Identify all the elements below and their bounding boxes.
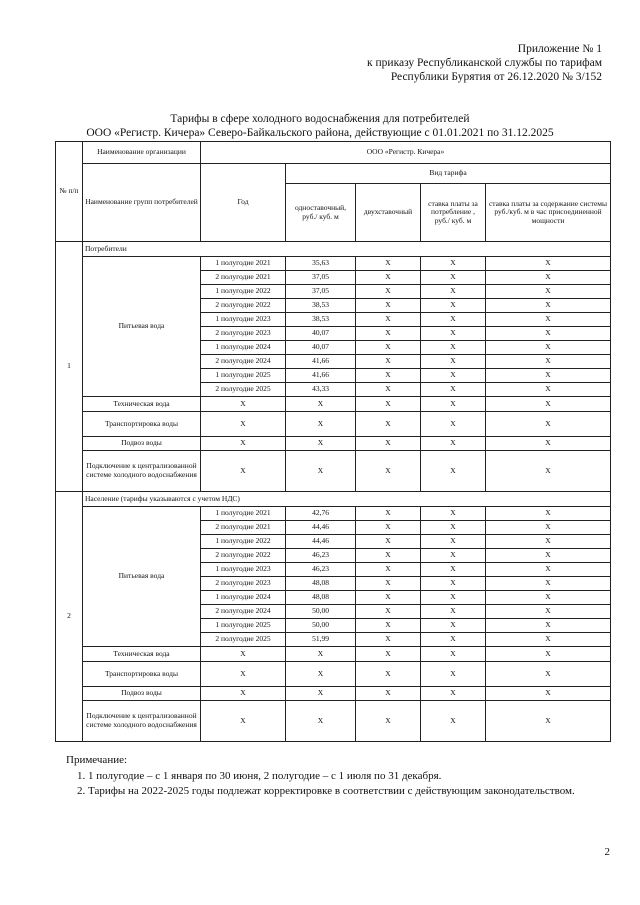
one-part-tariff-cell: X (286, 662, 356, 687)
maintenance-rate-cell: X (486, 412, 611, 437)
two-part-tariff-cell: X (356, 535, 421, 549)
header-year-label: Год (201, 164, 286, 242)
consumption-rate-cell: X (421, 313, 486, 327)
appendix-block (367, 42, 602, 84)
consumption-rate-cell: X (421, 327, 486, 341)
header-col-two-part: двухставочный (356, 184, 421, 242)
maintenance-rate-cell: X (486, 662, 611, 687)
one-part-tariff-cell: X (286, 701, 356, 742)
one-part-tariff-cell: X (286, 687, 356, 701)
appendix-line-2: к приказу Республиканской службы по тарифам (367, 57, 602, 69)
service-label: Подвоз воды (83, 437, 201, 451)
one-part-tariff-cell: X (286, 397, 356, 412)
one-part-tariff-cell: X (286, 647, 356, 662)
one-part-tariff-cell: X (286, 437, 356, 451)
year-cell: X (201, 451, 286, 492)
period-cell: 2 полугодие 2023 (201, 577, 286, 591)
period-cell: 2 полугодие 2022 (201, 549, 286, 563)
service-label: Техническая вода (83, 647, 201, 662)
table-row (56, 687, 611, 701)
consumption-rate-cell: X (421, 271, 486, 285)
two-part-tariff-cell: X (356, 451, 421, 492)
note-item: 2. Тарифы на 2022-2025 годы подлежат корректировке в соответствии с действующим законодательством. (88, 784, 611, 798)
consumption-rate-cell: X (421, 299, 486, 313)
one-part-tariff-cell: 46,23 (286, 549, 356, 563)
consumption-rate-cell: X (421, 563, 486, 577)
two-part-tariff-cell: X (356, 521, 421, 535)
period-cell: 1 полугодие 2021 (201, 257, 286, 271)
two-part-tariff-cell: X (356, 257, 421, 271)
one-part-tariff-cell: X (286, 451, 356, 492)
table-row (56, 451, 611, 492)
maintenance-rate-cell: X (486, 355, 611, 369)
consumption-rate-cell: X (421, 619, 486, 633)
maintenance-rate-cell: X (486, 521, 611, 535)
maintenance-rate-cell: X (486, 451, 611, 492)
period-cell: 1 полугодие 2025 (201, 369, 286, 383)
table-row (56, 662, 611, 687)
period-cell: 2 полугодие 2023 (201, 327, 286, 341)
one-part-tariff-cell: 46,23 (286, 563, 356, 577)
notes-list (66, 769, 611, 798)
two-part-tariff-cell: X (356, 299, 421, 313)
consumption-rate-cell: X (421, 535, 486, 549)
section-title: Население (тарифы указываются с учетом НДС) (83, 492, 611, 507)
one-part-tariff-cell: 51,99 (286, 633, 356, 647)
year-cell: X (201, 687, 286, 701)
two-part-tariff-cell: X (356, 633, 421, 647)
table-row (56, 397, 611, 412)
table-row (56, 701, 611, 742)
two-part-tariff-cell: X (356, 271, 421, 285)
two-part-tariff-cell: X (356, 412, 421, 437)
consumption-rate-cell: X (421, 412, 486, 437)
one-part-tariff-cell: 50,00 (286, 619, 356, 633)
one-part-tariff-cell: 41,66 (286, 355, 356, 369)
section-title-row (56, 242, 611, 257)
maintenance-rate-cell: X (486, 507, 611, 521)
two-part-tariff-cell: X (356, 327, 421, 341)
period-cell: 1 полугодие 2023 (201, 563, 286, 577)
drinking-water-label: Питьевая вода (83, 507, 201, 647)
service-label: Техническая вода (83, 397, 201, 412)
header-num: № п/п (56, 142, 83, 242)
year-cell: X (201, 647, 286, 662)
period-cell: 1 полугодие 2023 (201, 313, 286, 327)
period-cell: 2 полугодие 2024 (201, 605, 286, 619)
header-org-label: Наименование организации (83, 142, 201, 164)
period-cell: 2 полугодие 2024 (201, 355, 286, 369)
notes-heading: Примечание: (66, 754, 128, 766)
consumption-rate-cell: X (421, 687, 486, 701)
page-number: 2 (604, 846, 610, 858)
header-col-maintenance: ставка платы за содержание системы руб./куб. м в час присоединенной мощности (486, 184, 611, 242)
maintenance-rate-cell: X (486, 341, 611, 355)
year-cell: X (201, 437, 286, 451)
year-cell: X (201, 397, 286, 412)
period-cell: 1 полугодие 2024 (201, 591, 286, 605)
two-part-tariff-cell: X (356, 437, 421, 451)
appendix-line-3: Республики Бурятия от 26.12.2020 № 3/152 (390, 71, 602, 83)
maintenance-rate-cell: X (486, 397, 611, 412)
header-col-one-part: одноставочный, руб./ куб. м (286, 184, 356, 242)
period-cell: 2 полугодие 2021 (201, 521, 286, 535)
one-part-tariff-cell: 37,05 (286, 285, 356, 299)
consumption-rate-cell: X (421, 507, 486, 521)
two-part-tariff-cell: X (356, 647, 421, 662)
maintenance-rate-cell: X (486, 257, 611, 271)
table-row (56, 647, 611, 662)
maintenance-rate-cell: X (486, 285, 611, 299)
one-part-tariff-cell: 44,46 (286, 535, 356, 549)
consumption-rate-cell: X (421, 451, 486, 492)
two-part-tariff-cell: X (356, 591, 421, 605)
maintenance-rate-cell: X (486, 299, 611, 313)
consumption-rate-cell: X (421, 341, 486, 355)
maintenance-rate-cell: X (486, 549, 611, 563)
one-part-tariff-cell: 48,08 (286, 577, 356, 591)
consumption-rate-cell: X (421, 549, 486, 563)
service-label: Подключение к централизованной системе холодного водоснабжения (83, 451, 201, 492)
service-label: Транспортировка воды (83, 662, 201, 687)
two-part-tariff-cell: X (356, 605, 421, 619)
section-title-row (56, 492, 611, 507)
period-cell: 1 полугодие 2025 (201, 619, 286, 633)
one-part-tariff-cell: 44,46 (286, 521, 356, 535)
maintenance-rate-cell: X (486, 647, 611, 662)
maintenance-rate-cell: X (486, 701, 611, 742)
maintenance-rate-cell: X (486, 327, 611, 341)
maintenance-rate-cell: X (486, 591, 611, 605)
year-cell: X (201, 701, 286, 742)
consumption-rate-cell: X (421, 257, 486, 271)
maintenance-rate-cell: X (486, 605, 611, 619)
two-part-tariff-cell: X (356, 662, 421, 687)
maintenance-rate-cell: X (486, 687, 611, 701)
one-part-tariff-cell: 38,53 (286, 299, 356, 313)
note-item: 1. 1 полугодие – с 1 января по 30 июня, 2 полугодие – с 1 июля по 31 декабря. (88, 769, 611, 783)
period-cell: 1 полугодие 2024 (201, 341, 286, 355)
section-title: Потребители (83, 242, 611, 257)
one-part-tariff-cell: 41,66 (286, 369, 356, 383)
title-line-2: ООО «Регистр. Кичера» Северо-Байкальского района, действующие с 01.01.2021 по 31.12.2025 (86, 127, 554, 139)
consumption-rate-cell: X (421, 355, 486, 369)
notes-block (66, 753, 611, 799)
table-row (56, 257, 611, 271)
two-part-tariff-cell: X (356, 563, 421, 577)
maintenance-rate-cell: X (486, 313, 611, 327)
two-part-tariff-cell: X (356, 313, 421, 327)
period-cell: 1 полугодие 2022 (201, 285, 286, 299)
maintenance-rate-cell: X (486, 437, 611, 451)
period-cell: 1 полугодие 2021 (201, 507, 286, 521)
consumption-rate-cell: X (421, 633, 486, 647)
maintenance-rate-cell: X (486, 535, 611, 549)
consumption-rate-cell: X (421, 605, 486, 619)
consumption-rate-cell: X (421, 369, 486, 383)
one-part-tariff-cell: 42,76 (286, 507, 356, 521)
two-part-tariff-cell: X (356, 619, 421, 633)
consumption-rate-cell: X (421, 577, 486, 591)
year-cell: X (201, 412, 286, 437)
consumption-rate-cell: X (421, 662, 486, 687)
one-part-tariff-cell: 48,08 (286, 591, 356, 605)
tariff-table (55, 141, 611, 742)
one-part-tariff-cell: 40,07 (286, 327, 356, 341)
consumption-rate-cell: X (421, 285, 486, 299)
maintenance-rate-cell: X (486, 383, 611, 397)
document-title (0, 112, 640, 140)
table-row (56, 412, 611, 437)
maintenance-rate-cell: X (486, 563, 611, 577)
header-org-name: ООО «Регистр. Кичера» (201, 142, 611, 164)
section-number: 2 (56, 492, 83, 742)
two-part-tariff-cell: X (356, 383, 421, 397)
table-row (56, 437, 611, 451)
period-cell: 2 полугодие 2025 (201, 633, 286, 647)
two-part-tariff-cell: X (356, 397, 421, 412)
service-label: Подвоз воды (83, 687, 201, 701)
two-part-tariff-cell: X (356, 355, 421, 369)
one-part-tariff-cell: 37,05 (286, 271, 356, 285)
period-cell: 1 полугодие 2022 (201, 535, 286, 549)
header-group-label: Наименование групп потребителей (83, 164, 201, 242)
consumption-rate-cell: X (421, 383, 486, 397)
maintenance-rate-cell: X (486, 271, 611, 285)
two-part-tariff-cell: X (356, 285, 421, 299)
maintenance-rate-cell: X (486, 369, 611, 383)
period-cell: 2 полугодие 2022 (201, 299, 286, 313)
service-label: Транспортировка воды (83, 412, 201, 437)
one-part-tariff-cell: 35,63 (286, 257, 356, 271)
maintenance-rate-cell: X (486, 577, 611, 591)
two-part-tariff-cell: X (356, 577, 421, 591)
consumption-rate-cell: X (421, 647, 486, 662)
maintenance-rate-cell: X (486, 633, 611, 647)
two-part-tariff-cell: X (356, 687, 421, 701)
consumption-rate-cell: X (421, 591, 486, 605)
one-part-tariff-cell: 50,00 (286, 605, 356, 619)
table-row (56, 507, 611, 521)
title-line-1: Тарифы в сфере холодного водоснабжения для потребителей (170, 113, 470, 125)
one-part-tariff-cell: 43,33 (286, 383, 356, 397)
year-cell: X (201, 662, 286, 687)
two-part-tariff-cell: X (356, 507, 421, 521)
consumption-rate-cell: X (421, 437, 486, 451)
period-cell: 2 полугодие 2025 (201, 383, 286, 397)
two-part-tariff-cell: X (356, 341, 421, 355)
service-label: Подключение к централизованной системе холодного водоснабжения (83, 701, 201, 742)
period-cell: 2 полугодие 2021 (201, 271, 286, 285)
two-part-tariff-cell: X (356, 701, 421, 742)
one-part-tariff-cell: 40,07 (286, 341, 356, 355)
consumption-rate-cell: X (421, 701, 486, 742)
one-part-tariff-cell: X (286, 412, 356, 437)
two-part-tariff-cell: X (356, 549, 421, 563)
consumption-rate-cell: X (421, 397, 486, 412)
appendix-line-1: Приложение № 1 (517, 43, 602, 55)
drinking-water-label: Питьевая вода (83, 257, 201, 397)
maintenance-rate-cell: X (486, 619, 611, 633)
header-col-consumption: ставка платы за потребление , руб./ куб. м (421, 184, 486, 242)
header-tariff-type: Вид тарифа (286, 164, 611, 184)
one-part-tariff-cell: 38,53 (286, 313, 356, 327)
consumption-rate-cell: X (421, 521, 486, 535)
two-part-tariff-cell: X (356, 369, 421, 383)
section-number: 1 (56, 242, 83, 492)
